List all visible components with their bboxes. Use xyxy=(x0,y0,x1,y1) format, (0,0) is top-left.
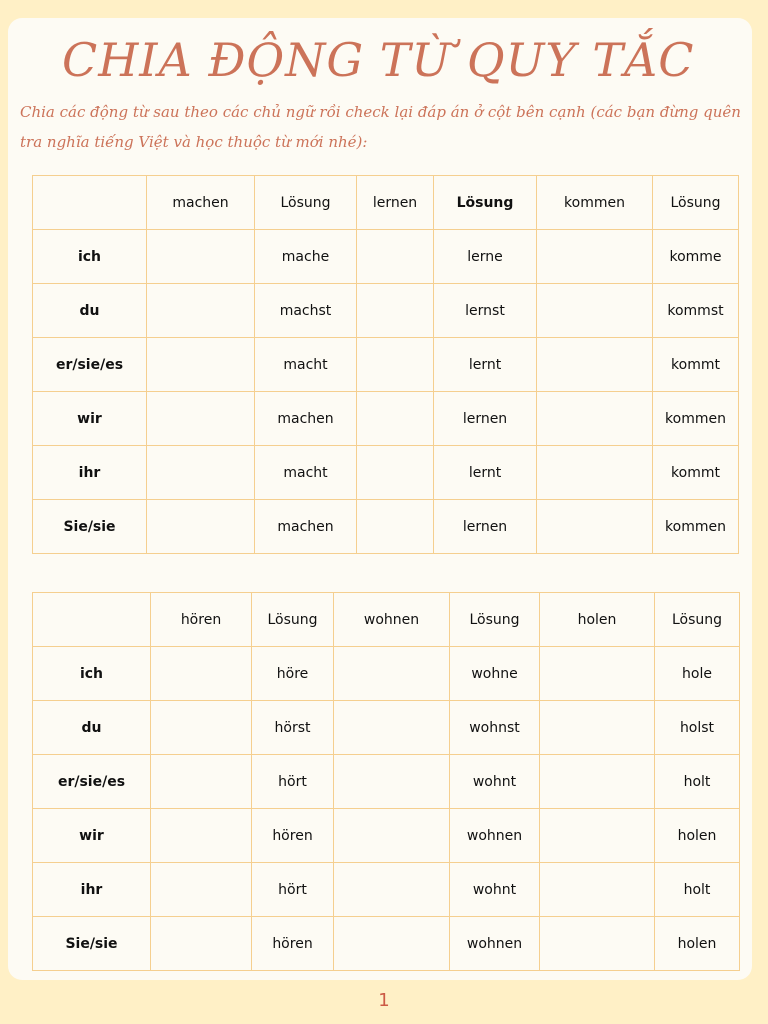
solution-cell: lernen xyxy=(434,500,537,554)
table-row xyxy=(33,701,740,755)
solution-cell: macht xyxy=(255,338,357,392)
solution-cell: höre xyxy=(252,647,334,701)
table-row xyxy=(33,917,740,971)
solution-cell: kommt xyxy=(653,446,739,500)
solution-cell: holen xyxy=(655,809,740,863)
solution-cell: kommst xyxy=(653,284,739,338)
answer-input-cell[interactable] xyxy=(537,338,653,392)
answer-input-cell[interactable] xyxy=(357,338,434,392)
table-row xyxy=(33,500,739,554)
solution-cell: holt xyxy=(655,863,740,917)
solution-cell: wohnen xyxy=(450,809,540,863)
conjugation-table-2 xyxy=(32,592,740,971)
answer-input-cell[interactable] xyxy=(147,230,255,284)
solution-cell: wohne xyxy=(450,647,540,701)
subject-cell: ihr xyxy=(33,446,147,500)
loesung-header: Lösung xyxy=(434,176,537,230)
solution-cell: mache xyxy=(255,230,357,284)
subject-cell: ihr xyxy=(33,863,151,917)
subject-cell: ich xyxy=(33,647,151,701)
solution-cell: hören xyxy=(252,917,334,971)
subject-cell: ich xyxy=(33,230,147,284)
answer-input-cell[interactable] xyxy=(357,392,434,446)
solution-cell: machen xyxy=(255,392,357,446)
answer-input-cell[interactable] xyxy=(147,284,255,338)
solution-cell: macht xyxy=(255,446,357,500)
table-row xyxy=(33,755,740,809)
solution-cell: wohnt xyxy=(450,755,540,809)
header-corner-cell xyxy=(33,176,147,230)
answer-input-cell[interactable] xyxy=(537,284,653,338)
table-row xyxy=(33,863,740,917)
answer-input-cell[interactable] xyxy=(147,392,255,446)
solution-cell: machen xyxy=(255,500,357,554)
page-number: 1 xyxy=(378,990,390,1011)
answer-input-cell[interactable] xyxy=(151,755,252,809)
table-row xyxy=(33,338,739,392)
table-row xyxy=(33,284,739,338)
answer-input-cell[interactable] xyxy=(151,809,252,863)
table-row xyxy=(33,647,740,701)
answer-input-cell[interactable] xyxy=(357,446,434,500)
loesung-header: Lösung xyxy=(252,593,334,647)
answer-input-cell[interactable] xyxy=(334,863,450,917)
solution-cell: lernen xyxy=(434,392,537,446)
answer-input-cell[interactable] xyxy=(537,230,653,284)
answer-input-cell[interactable] xyxy=(540,863,655,917)
solution-cell: kommen xyxy=(653,500,739,554)
answer-input-cell[interactable] xyxy=(540,647,655,701)
answer-input-cell[interactable] xyxy=(540,701,655,755)
answer-input-cell[interactable] xyxy=(357,230,434,284)
solution-cell: hört xyxy=(252,755,334,809)
subject-cell: wir xyxy=(33,809,151,863)
answer-input-cell[interactable] xyxy=(540,755,655,809)
solution-cell: wohnst xyxy=(450,701,540,755)
answer-input-cell[interactable] xyxy=(334,755,450,809)
verb-header: kommen xyxy=(537,176,653,230)
solution-cell: lernt xyxy=(434,338,537,392)
loesung-header: Lösung xyxy=(450,593,540,647)
verb-header: holen xyxy=(540,593,655,647)
solution-cell: machst xyxy=(255,284,357,338)
subject-cell: er/sie/es xyxy=(33,755,151,809)
loesung-header: Lösung xyxy=(653,176,739,230)
solution-cell: wohnen xyxy=(450,917,540,971)
solution-cell: kommt xyxy=(653,338,739,392)
subject-cell: er/sie/es xyxy=(33,338,147,392)
answer-input-cell[interactable] xyxy=(334,917,450,971)
answer-input-cell[interactable] xyxy=(151,863,252,917)
answer-input-cell[interactable] xyxy=(537,392,653,446)
verb-header: hören xyxy=(151,593,252,647)
table-row xyxy=(33,230,739,284)
solution-cell: holst xyxy=(655,701,740,755)
solution-cell: kommen xyxy=(653,392,739,446)
subject-cell: Sie/sie xyxy=(33,917,151,971)
solution-cell: komme xyxy=(653,230,739,284)
solution-cell: lerne xyxy=(434,230,537,284)
table-header-row xyxy=(33,593,740,647)
verb-header: machen xyxy=(147,176,255,230)
table-row xyxy=(33,809,740,863)
header-corner-cell xyxy=(33,593,151,647)
conjugation-table-1 xyxy=(32,175,739,554)
answer-input-cell[interactable] xyxy=(334,809,450,863)
table-row xyxy=(33,446,739,500)
table-row xyxy=(33,392,739,446)
answer-input-cell[interactable] xyxy=(540,809,655,863)
solution-cell: hole xyxy=(655,647,740,701)
subject-cell: wir xyxy=(33,392,147,446)
verb-header: lernen xyxy=(357,176,434,230)
solution-cell: wohnt xyxy=(450,863,540,917)
table-header-row xyxy=(33,176,739,230)
solution-cell: hörst xyxy=(252,701,334,755)
answer-input-cell[interactable] xyxy=(540,917,655,971)
solution-cell: holt xyxy=(655,755,740,809)
answer-input-cell[interactable] xyxy=(147,446,255,500)
solution-cell: lernt xyxy=(434,446,537,500)
answer-input-cell[interactable] xyxy=(151,701,252,755)
answer-input-cell[interactable] xyxy=(357,500,434,554)
solution-cell: holen xyxy=(655,917,740,971)
answer-input-cell[interactable] xyxy=(334,701,450,755)
subject-cell: du xyxy=(33,284,147,338)
page-title: CHIA ĐỘNG TỪ QUY TẮC xyxy=(62,33,695,87)
solution-cell: lernst xyxy=(434,284,537,338)
verb-header: wohnen xyxy=(334,593,450,647)
solution-cell: hören xyxy=(252,809,334,863)
loesung-header: Lösung xyxy=(255,176,357,230)
answer-input-cell[interactable] xyxy=(147,338,255,392)
answer-input-cell[interactable] xyxy=(147,500,255,554)
answer-input-cell[interactable] xyxy=(357,284,434,338)
answer-input-cell[interactable] xyxy=(537,446,653,500)
answer-input-cell[interactable] xyxy=(537,500,653,554)
instruction-text: Chia các động từ sau theo các chủ ngữ rồi check lại đáp án ở cột bên cạnh (các bạn đừng quên tra nghĩa tiếng Việt và học thuộc từ mới nhé): xyxy=(20,103,741,151)
answer-input-cell[interactable] xyxy=(151,917,252,971)
loesung-header: Lösung xyxy=(655,593,740,647)
answer-input-cell[interactable] xyxy=(151,647,252,701)
subject-cell: Sie/sie xyxy=(33,500,147,554)
answer-input-cell[interactable] xyxy=(334,647,450,701)
subject-cell: du xyxy=(33,701,151,755)
solution-cell: hört xyxy=(252,863,334,917)
